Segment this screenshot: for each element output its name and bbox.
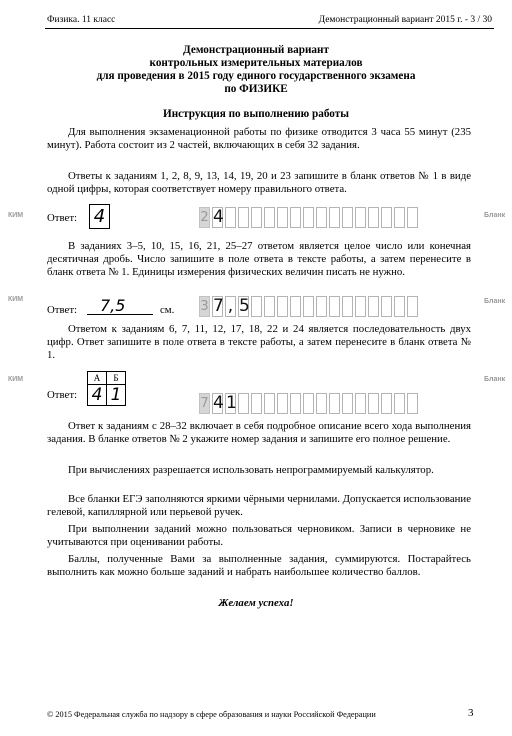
blank-empty-cell: [368, 207, 379, 228]
paragraph-single-digit: Ответы к заданиям 1, 2, 8, 9, 13, 14, 19, 20 и 23 запишите в бланк ответов № 1 в виде одной цифры, которая соответствует номеру правильного ответа.: [47, 170, 471, 195]
answer-label: Ответ:: [47, 212, 78, 224]
blank-answer-cell: ,: [225, 296, 236, 317]
blank-empty-cell: [264, 207, 275, 228]
paragraph-number-answer: В заданиях 3–5, 10, 15, 16, 21, 25–27 ответом является целое число или конечная десятичная дробь. Число запишите в поле ответа в тексте работы, а затем перенесите в бланк ответа № 1. Единицы измерения физических величин писать не нужно.: [47, 240, 471, 278]
blank-empty-cell: [303, 207, 314, 228]
paragraph-time: Для выполнения экзаменационной работы по физике отводится 3 часа 55 минут (235 минут). Работа состоит из 2 частей, включающих в себя 32 задания.: [47, 126, 471, 151]
blank-empty-cell: [355, 296, 366, 317]
blank-answer-cell: 7: [213, 296, 224, 316]
title-line: контрольных измерительных материалов: [149, 57, 363, 69]
kim-answer-box: [89, 204, 110, 229]
document-title: [40, 44, 472, 96]
blank-task-number: 7: [199, 393, 210, 414]
table-cell-value: 4: [88, 385, 107, 406]
blank-task-number: 2: [199, 207, 210, 228]
blank-empty-cell: [225, 207, 236, 228]
blank-empty-cell: [394, 296, 405, 317]
blank-empty-cell: [290, 393, 301, 414]
table-col-header: А: [88, 372, 107, 385]
header-left: Физика. 11 класс: [47, 15, 116, 25]
header-divider: [45, 28, 494, 29]
blank-empty-cell: [342, 296, 353, 317]
kim-margin-label: КИМ: [8, 212, 24, 219]
kim-margin-label: КИМ: [8, 376, 24, 383]
blank-answer-cell: 4: [213, 207, 224, 227]
paragraph-detailed-answer: Ответ к заданиям с 28–32 включает в себя подробное описание всего хода выполнения задания. В бланке ответов № 2 укажите номер задания и запишите его полное решение.: [47, 420, 471, 445]
blank-answer-cell: 4: [213, 393, 224, 413]
blank-empty-cell: [355, 393, 366, 414]
table-col-header: Б: [107, 372, 126, 385]
blank-task-number: 3: [199, 296, 210, 317]
blank-empty-cell: [381, 207, 392, 228]
blank-empty-cell: [329, 207, 340, 228]
paragraph-ink: Все бланки ЕГЭ заполняются яркими чёрными чернилами. Допускается использование гелевой, капиллярной или перьевой ручек.: [47, 493, 471, 518]
blank-empty-cell: [303, 393, 314, 414]
paragraph-calculator: При вычислениях разрешается использовать непрограммируемый калькулятор.: [68, 464, 434, 476]
blank-margin-label: Бланк: [484, 376, 506, 383]
blank-empty-cell: [251, 296, 262, 317]
closing-wish: Желаем успеха!: [218, 597, 294, 609]
title-line: по ФИЗИКЕ: [224, 83, 288, 95]
blank-answer-cell: 1: [226, 393, 237, 413]
blank-empty-cell: [394, 393, 405, 414]
blank-empty-cell: [381, 393, 392, 414]
blank-empty-cell: [407, 207, 418, 228]
blank-empty-cell: [316, 207, 327, 228]
blank-empty-cell: [407, 296, 418, 317]
instruction-heading: Инструкция по выполнению работы: [163, 108, 349, 120]
blank-empty-cell: [303, 296, 314, 317]
blank-empty-cell: [368, 296, 379, 317]
footer-copyright: © 2015 Федеральная служба по надзору в сфере образования и науки Российской Федерации: [47, 710, 376, 719]
answer-sheet-strip: [199, 207, 420, 228]
page-number: 3: [468, 707, 474, 719]
blank-empty-cell: [238, 393, 249, 414]
header-right: Демонстрационный вариант 2015 г. - 3 / 30: [318, 15, 492, 25]
paragraph-sequence-answer: Ответом к заданиям 6, 7, 11, 12, 17, 18, 22 и 24 является последовательность двух цифр. Ответ запишите в поле ответа в тексте работы, а затем перенесите в бланк ответа № 1.: [47, 323, 471, 361]
blank-empty-cell: [264, 296, 275, 317]
blank-empty-cell: [355, 207, 366, 228]
blank-margin-label: Бланк: [484, 298, 506, 305]
blank-empty-cell: [290, 296, 301, 317]
kim-margin-label: КИМ: [8, 296, 24, 303]
answer-sheet-strip: [199, 393, 420, 414]
blank-empty-cell: [329, 296, 340, 317]
paragraph-points: Баллы, полученные Вами за выполненные задания, суммируются. Постарайтесь выполнить как можно больше заданий и набрать наибольшее количество баллов.: [47, 553, 471, 578]
blank-empty-cell: [277, 207, 288, 228]
blank-empty-cell: [342, 207, 353, 228]
blank-empty-cell: [264, 393, 275, 414]
title-line: Демонстрационный вариант: [183, 44, 329, 56]
blank-empty-cell: [407, 393, 418, 414]
answer-label: Ответ:: [47, 389, 78, 401]
kim-answer-value: 4: [93, 206, 106, 227]
blank-empty-cell: [251, 393, 262, 414]
table-cell-value: 1: [107, 385, 126, 406]
blank-empty-cell: [329, 393, 340, 414]
blank-empty-cell: [277, 393, 288, 414]
blank-empty-cell: [238, 207, 249, 228]
blank-empty-cell: [381, 296, 392, 317]
blank-empty-cell: [277, 296, 288, 317]
answer-underline: [87, 314, 153, 315]
answer-label: Ответ:: [47, 304, 78, 316]
blank-empty-cell: [394, 207, 405, 228]
answer-unit: см.: [160, 304, 175, 316]
blank-empty-cell: [368, 393, 379, 414]
title-line: для проведения в 2015 году единого государственного экзамена: [96, 70, 416, 82]
answer-sheet-strip: [199, 296, 420, 317]
blank-empty-cell: [316, 393, 327, 414]
paragraph-draft: При выполнении заданий можно пользоваться черновиком. Записи в черновике не учитываются при оценивании работы.: [47, 523, 471, 548]
kim-answer-table: [87, 371, 126, 406]
blank-answer-cell: 5: [239, 296, 250, 316]
blank-margin-label: Бланк: [484, 212, 506, 219]
kim-answer-value: 7,5: [100, 296, 126, 315]
blank-empty-cell: [290, 207, 301, 228]
blank-empty-cell: [316, 296, 327, 317]
blank-empty-cell: [342, 393, 353, 414]
blank-empty-cell: [251, 207, 262, 228]
